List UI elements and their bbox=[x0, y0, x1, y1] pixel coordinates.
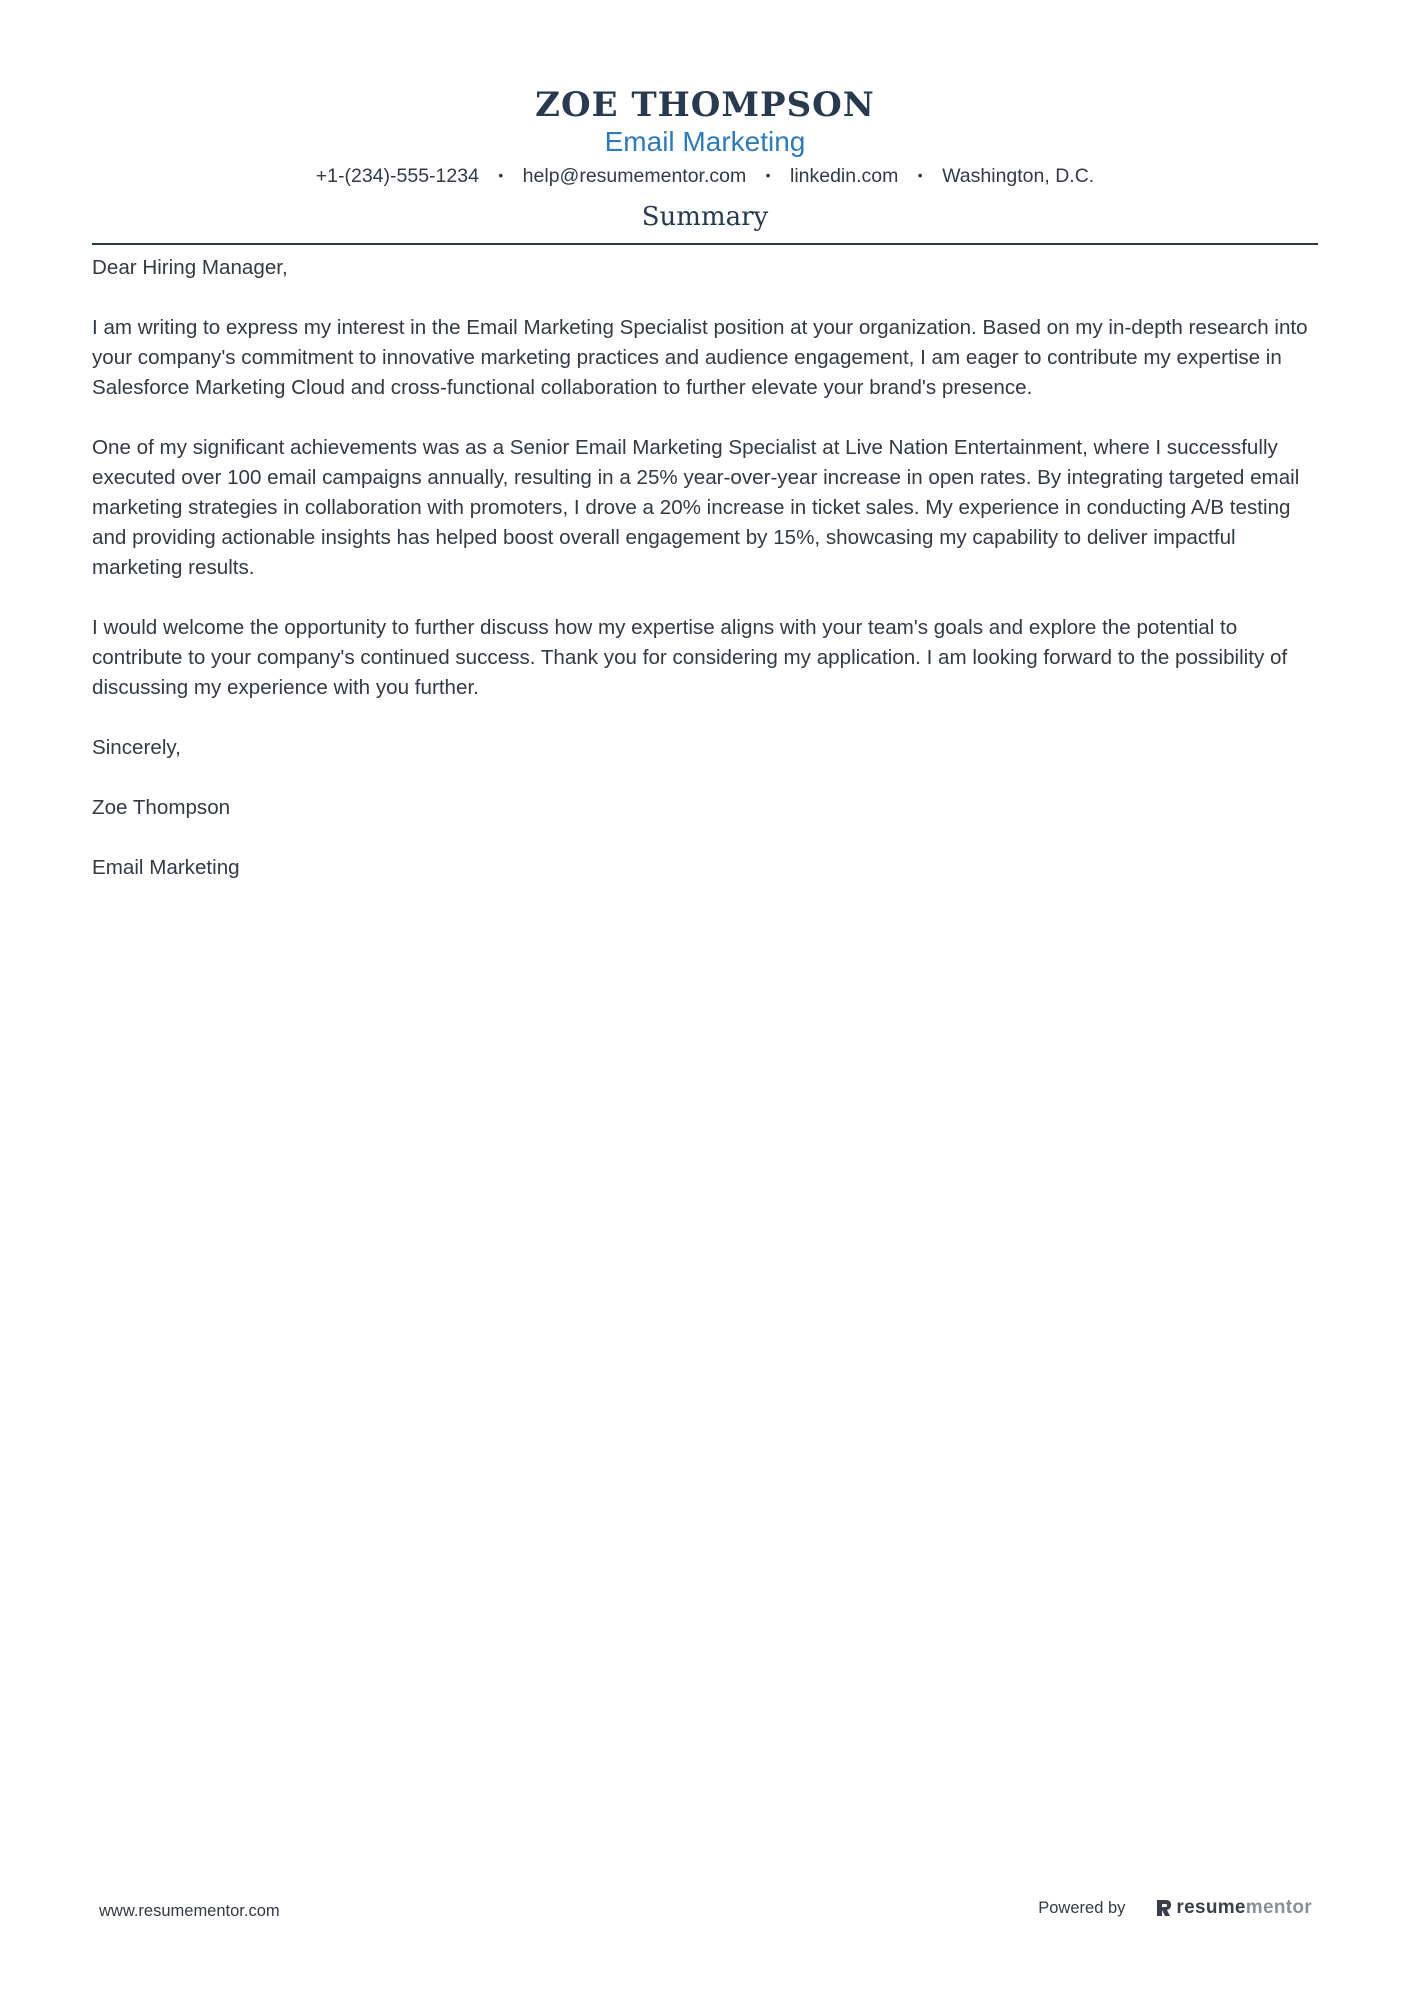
letter-closing: Sincerely, bbox=[92, 736, 181, 759]
letter-greeting: Dear Hiring Manager, bbox=[92, 256, 288, 279]
resumementor-logo-icon bbox=[1155, 1898, 1172, 1918]
signature-title: Email Marketing bbox=[92, 856, 240, 879]
letter-paragraph: I am writing to express my interest in the Email Marketing Specialist position at your organization. Based on my in-depth research into your company's commitment to innovative marketing practices and audience engagement, I am eager to contribute my expertise in Salesforce Marketing Cloud and cross-functional collaboration to further elevate your brand's presence. bbox=[92, 316, 1308, 399]
contact-separator: • bbox=[917, 167, 923, 183]
brand-name-part1: resume bbox=[1176, 1897, 1246, 1918]
brand-name-part2: mentor bbox=[1245, 1897, 1312, 1918]
footer-powered-by bbox=[1038, 1896, 1312, 1920]
letter-paragraph: I would welcome the opportunity to further discuss how my expertise aligns with your team's goals and explore the potential to contribute to your company's continued success. Thank you for considering my application. I am looking forward to the possibility of discussing my experience with you further. bbox=[92, 616, 1288, 699]
resume-header bbox=[92, 84, 1318, 189]
letter-body bbox=[92, 253, 1318, 913]
section-divider bbox=[92, 243, 1318, 245]
candidate-name: ZOE THOMPSON bbox=[535, 85, 875, 125]
signature-name: Zoe Thompson bbox=[92, 796, 231, 819]
contact-phone: +1-(234)-555-1234 bbox=[315, 165, 479, 187]
contact-separator: • bbox=[765, 167, 771, 183]
contact-email[interactable]: help@resumementor.com bbox=[522, 165, 747, 187]
footer-url[interactable]: www.resumementor.com bbox=[99, 1902, 280, 1920]
candidate-role: Email Marketing bbox=[604, 126, 806, 157]
contact-line bbox=[92, 162, 1318, 189]
powered-by-label: Powered by bbox=[1038, 1899, 1126, 1917]
contact-location: Washington, D.C. bbox=[942, 165, 1095, 187]
contact-linkedin[interactable]: linkedin.com bbox=[789, 165, 899, 187]
section-title: Summary bbox=[641, 202, 769, 232]
brand-logo[interactable] bbox=[1155, 1896, 1312, 1920]
contact-separator: • bbox=[498, 167, 504, 183]
letter-paragraph: One of my significant achievements was as a Senior Email Marketing Specialist at Live Nation Entertainment, where I successfully executed over 100 email campaigns annually, resulting in a 25% year-over-year increase in open rates. By integrating targeted email marketing strategies in collaboration with promoters, I drove a 20% increase in ticket sales. My experience in conducting A/B testing and providing actionable insights has helped boost overall engagement by 15%, showcasing my capability to deliver impactful marketing results. bbox=[92, 436, 1300, 579]
